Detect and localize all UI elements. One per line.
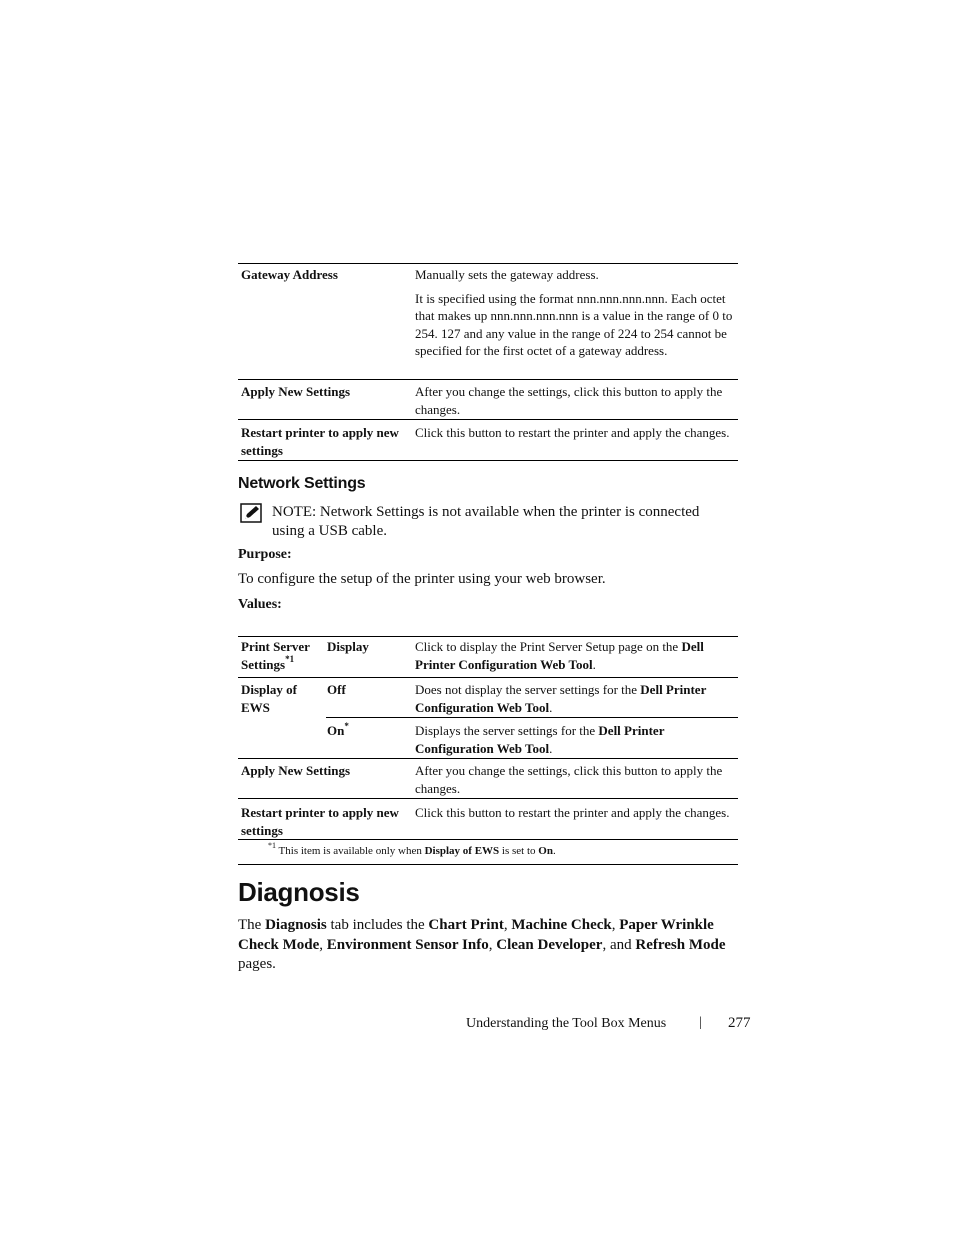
para-bold: Clean Developer [496,936,603,953]
purpose-text: To configure the setup of the printer using your web browser. [238,571,606,587]
row-description: Click this button to restart the printer and apply the changes. [415,805,730,820]
desc-bold: Dell Printer Configuration Web Tool [415,639,704,672]
footnote-ref: *1 [285,654,295,665]
footnote-text: . [552,845,556,857]
row-description [415,678,738,719]
desc-paragraph: Manually sets the gateway address. [415,267,599,282]
para-bold: Environment Sensor Info [326,936,489,953]
desc-text: Does not display the server settings for the [415,682,641,697]
para-text: The [238,917,266,933]
section-heading: Network Settings [238,475,366,492]
table2-bottom-rule [238,864,738,865]
desc-text: . [549,699,553,715]
footnote-text: This item is available only when [276,845,425,857]
para-bold: Chart Print [428,917,504,933]
option-on [327,719,415,759]
table-row [238,678,738,719]
row-description: Click this button to restart the printer and apply the changes. [415,425,730,440]
footnote-bold: Display of EWS [424,845,500,857]
row-label: Restart printer to apply new settings [241,425,399,458]
table-row [238,266,738,380]
table-row [238,420,738,460]
para-text: pages. [238,956,276,972]
footnote-ref: * [344,720,349,731]
note-text: NOTE: Network Settings is not available when the printer is connected using a USB cable. [272,504,700,539]
desc-text: . [592,656,596,672]
table2-top-rule [238,636,738,637]
row-divider [238,379,738,380]
footnote-bold: On [538,845,553,857]
print-server-label: Print Server Settings [241,639,310,672]
row-label: Apply New Settings [241,763,351,778]
footnote-mark: *1 [268,841,276,851]
row-description [415,638,738,678]
row-divider [326,717,738,718]
row-description [415,719,738,759]
para-bold: Paper Wrinkle Check Mode [238,917,714,953]
para-text: , [488,936,497,953]
para-bold: Diagnosis [265,917,327,933]
row-divider [238,798,738,799]
desc-bold: Dell Printer Configuration Web Tool [415,682,707,715]
option-display: Display [327,639,369,654]
desc-text: Click to display the Print Server Setup page on the [415,639,682,654]
para-text: , [611,917,620,933]
on-label: On [327,723,345,738]
purpose-label: Purpose: [238,547,292,562]
para-text: tab includes the [326,917,429,933]
row-description [415,266,738,380]
option-off: Off [327,682,346,697]
row-divider [238,677,738,678]
row-divider [238,419,738,420]
footer-separator: | [699,1015,702,1030]
para-bold: Machine Check [511,917,612,933]
desc-text: . [549,740,553,756]
table-row [238,380,738,420]
table1-top-rule [238,263,738,264]
table-footnote [268,843,556,859]
note-pencil-icon [240,503,262,523]
row-label: Restart printer to apply new settings [241,805,399,838]
gateway-table [238,266,738,460]
row-label [238,638,327,678]
row-divider [238,839,738,840]
desc-paragraph: It is specified using the format nnn.nnn.nnn.nnn. Each octet that makes up nnn.nnn.nnn.nnn is a value in the range of 0 to 254. 127 and any value in the range of 224 to 254 cannot be specified for the first octet of a gateway address. [415,290,733,358]
network-settings-table [238,638,738,841]
page-number: 277 [728,1015,751,1031]
para-text: , and [602,936,636,953]
table-row [238,800,738,841]
footnote-text: is set to [499,845,539,857]
diagnosis-paragraph [238,916,738,975]
para-bold: Refresh Mode [635,936,726,953]
row-description: After you change the settings, click this button to apply the changes. [415,384,723,417]
table-row [238,759,738,800]
ews-label: Display of EWS [241,682,297,715]
row-label: Gateway Address [241,267,338,282]
row-label: Apply New Settings [241,384,351,399]
footer-section-title: Understanding the Tool Box Menus [466,1016,667,1031]
desc-bold: Dell Printer Configuration Web Tool [415,723,665,756]
values-label: Values: [238,597,282,612]
table1-bottom-rule [238,460,738,461]
row-divider [238,758,738,759]
diagnosis-heading: Diagnosis [238,877,360,907]
desc-text: Displays the server settings for the [415,723,599,738]
row-description: After you change the settings, click this button to apply the changes. [415,763,723,796]
table-row [238,638,738,678]
para-text: , [503,917,512,933]
para-text: , [319,936,327,953]
